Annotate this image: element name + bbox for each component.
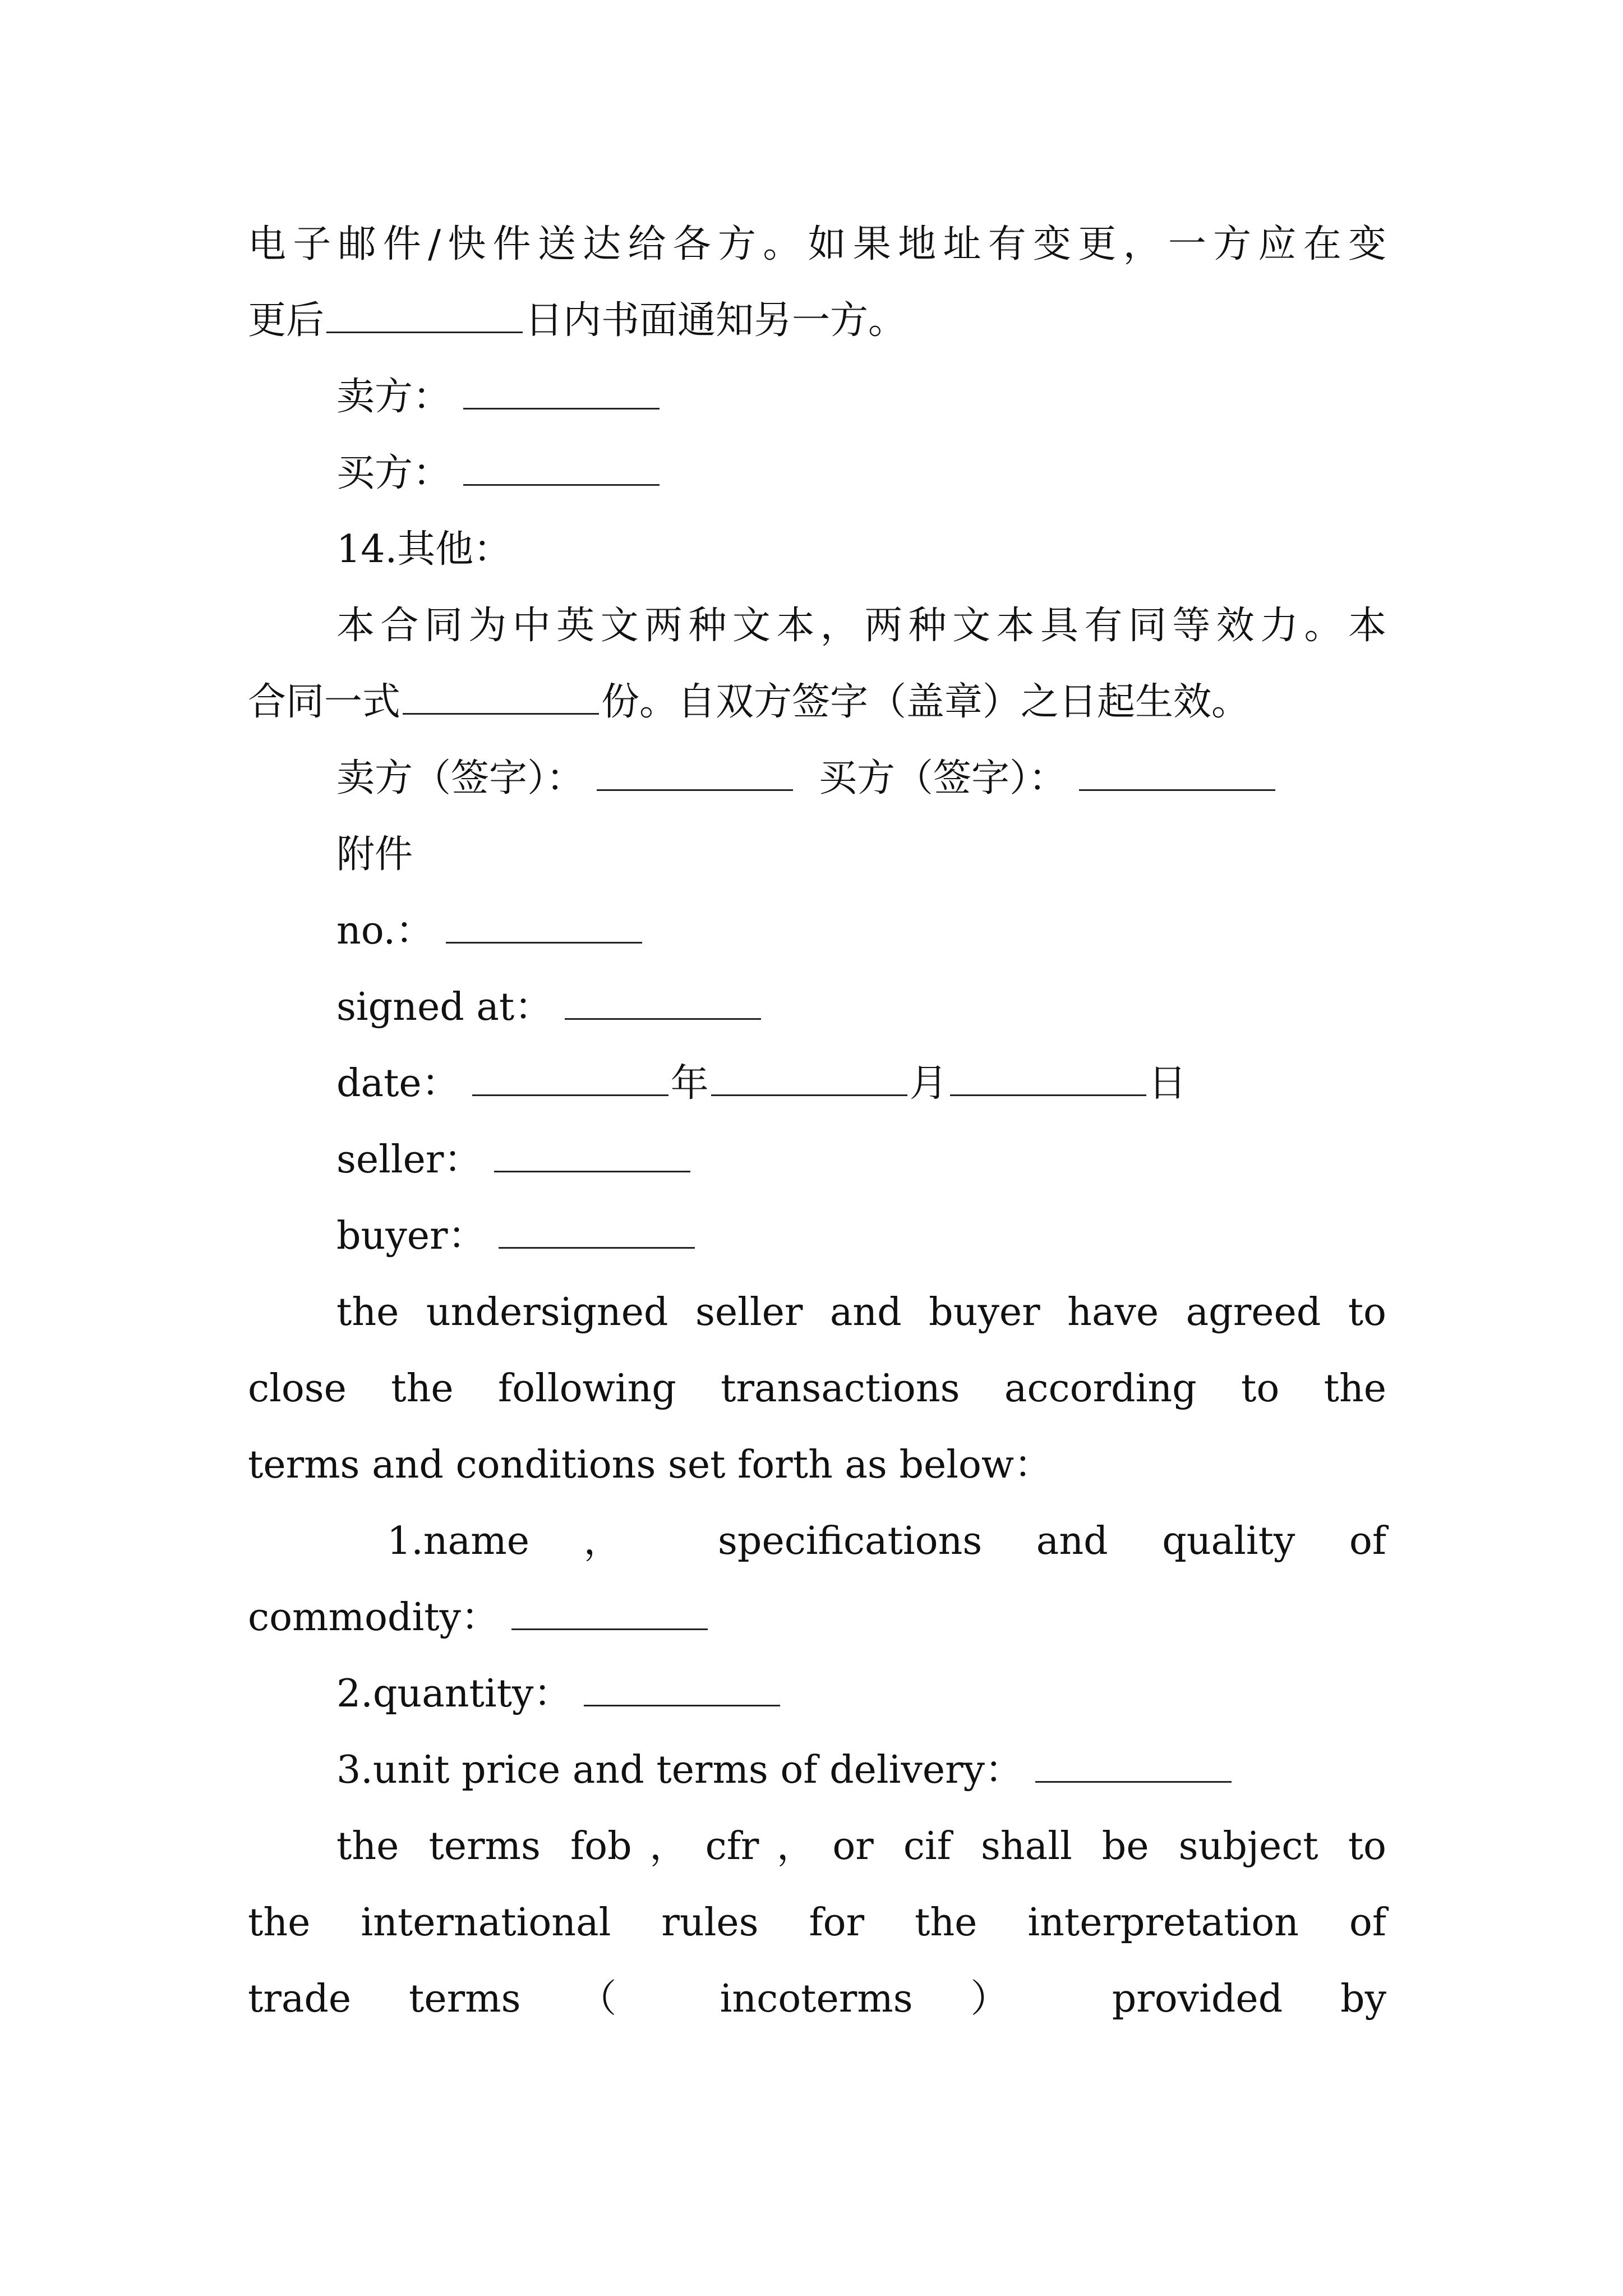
contract-text-line: terms and conditions set forth as below：: [248, 1443, 1053, 1487]
item-1-heading: 1.name ， specifications and quality of: [387, 1519, 1386, 1563]
buyer-en-blank[interactable]: [499, 1213, 695, 1249]
seller-signature-label: 卖方（签字）：: [336, 756, 585, 800]
commodity-label: commodity：: [248, 1595, 499, 1640]
contract-text-line: close the following transactions according to the: [248, 1366, 1386, 1411]
contract-text-line: trade terms （ incoterms ） provided by: [248, 1977, 1386, 2021]
seller-cn-line: [336, 369, 1386, 425]
line-text: 合同一式: [248, 680, 401, 724]
day-label: 日: [1148, 1061, 1187, 1106]
seller-en-line: [336, 1132, 1386, 1188]
attachment-heading: 附件: [336, 832, 413, 877]
buyer-cn-line: [336, 445, 1386, 501]
line-text: 更后: [248, 298, 325, 343]
year-blank[interactable]: [472, 1061, 668, 1096]
line-text: 日内书面通知另一方。: [525, 298, 907, 343]
buyer-signature-blank[interactable]: [1079, 756, 1275, 791]
seller-en-label: seller：: [336, 1138, 482, 1182]
notice-period-line: [248, 293, 1386, 349]
buyer-en-line: [336, 1208, 1386, 1264]
copies-blank[interactable]: [403, 679, 599, 715]
contract-text-line: the undersigned seller and buyer have agreed to: [336, 1290, 1386, 1335]
quantity-blank[interactable]: [584, 1671, 780, 1706]
buyer-signature-label: 买方（签字）：: [819, 756, 1067, 800]
date-label: date：: [336, 1061, 460, 1106]
seller-cn-label: 卖方：: [336, 375, 451, 419]
section-14-heading: 14.其他：: [336, 527, 512, 572]
quantity-line: [336, 1666, 1386, 1722]
signed-at-label: signed at：: [336, 985, 553, 1029]
line-text: 份。自双方签字（盖章）之日起生效。: [601, 680, 1250, 724]
commodity-line: [248, 1590, 1386, 1646]
month-blank[interactable]: [711, 1061, 907, 1096]
contract-text-line: the terms fob，cfr，or cif shall be subject to: [336, 1824, 1386, 1869]
signed-at-blank[interactable]: [565, 984, 761, 1020]
seller-en-blank[interactable]: [494, 1137, 690, 1172]
day-blank[interactable]: [950, 1061, 1146, 1096]
unit-price-line: [336, 1742, 1386, 1798]
no-line: [336, 903, 1386, 959]
no-blank[interactable]: [446, 908, 642, 944]
quantity-label: 2.quantity：: [336, 1672, 572, 1716]
no-label: no.：: [336, 909, 434, 953]
buyer-en-label: buyer：: [336, 1214, 486, 1258]
unit-price-label: 3.unit price and terms of delivery：: [336, 1748, 1023, 1792]
commodity-blank[interactable]: [511, 1595, 708, 1630]
contract-text-line: 电子邮件/快件送达给各方。如果地址有变更，一方应在变: [248, 222, 1386, 266]
buyer-cn-label: 买方：: [336, 451, 451, 495]
year-label: 年: [670, 1061, 709, 1106]
seller-cn-blank[interactable]: [463, 374, 660, 409]
signature-line: [336, 751, 1386, 807]
date-line: [336, 1056, 1386, 1112]
days-blank[interactable]: [326, 298, 523, 333]
contract-text-line: 本合同为中英文两种文本，两种文本具有同等效力。本: [336, 604, 1386, 648]
unit-price-blank[interactable]: [1035, 1747, 1232, 1783]
copies-line: [248, 674, 1386, 730]
month-label: 月: [909, 1061, 948, 1106]
seller-signature-blank[interactable]: [597, 756, 793, 791]
signed-at-line: [336, 979, 1386, 1036]
contract-text-line: the international rules for the interpretation of: [248, 1901, 1386, 1945]
buyer-cn-blank[interactable]: [463, 450, 660, 486]
